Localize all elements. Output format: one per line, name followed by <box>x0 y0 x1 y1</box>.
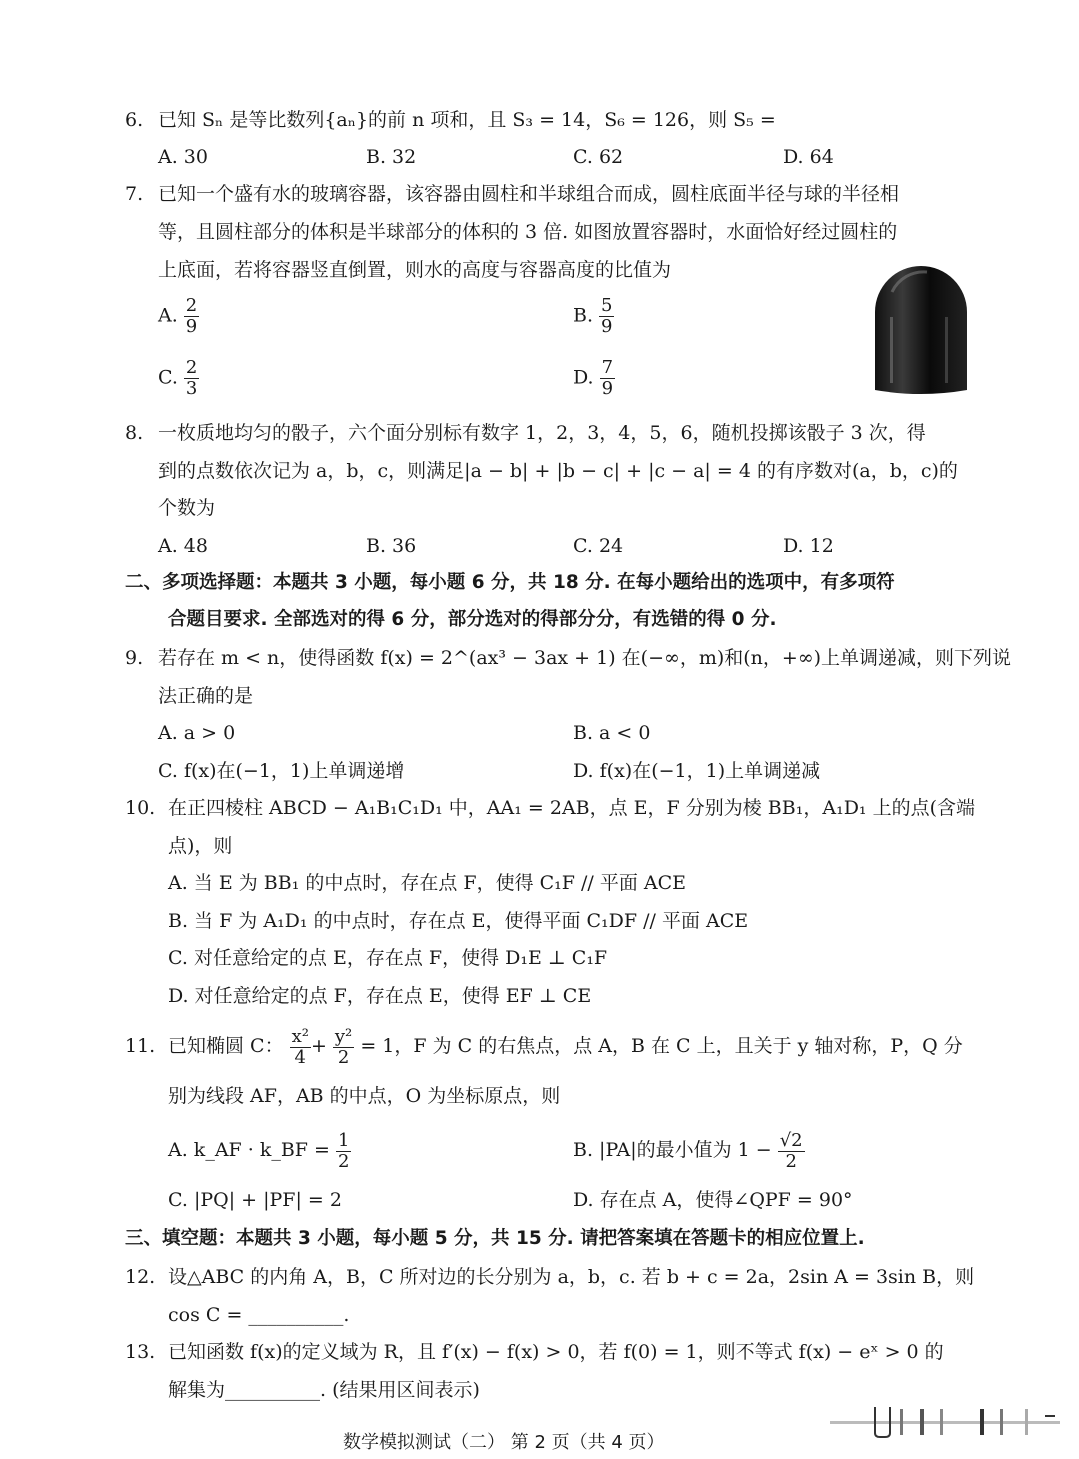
page-footer: 数学模拟测试（二） 第 2 页（共 4 页） <box>343 1432 665 1453</box>
question-number: 12. <box>125 1266 156 1288</box>
option-c: C. f(x)在(−1，1)上单调递增 <box>158 760 405 782</box>
question-10-text: 点)，则 <box>168 835 233 857</box>
question-8-text: 到的点数依次记为 a，b，c，则满足|a − b| + |b − c| + |c − a| = 4 的有序数对(a，b，c)的 <box>158 460 958 482</box>
question-number: 6. <box>125 109 144 131</box>
question-10-text: 在正四棱柱 ABCD − A₁B₁C₁D₁ 中，AA₁ = 2AB，点 E，F 分别为棱 BB₁，A₁D₁ 上的点(含端 <box>168 797 975 819</box>
option-b: B. 36 <box>366 535 417 557</box>
question-number: 10. <box>125 797 156 819</box>
option-a: A. $\frac{2}{9}$ <box>158 295 198 337</box>
option-d: D. 存在点 A，使得∠QPF = 90° <box>573 1189 853 1211</box>
question-number: 9. <box>125 647 144 669</box>
question-12-answer-blank: cos C = __________. <box>168 1304 350 1326</box>
option-a: A. a > 0 <box>158 722 236 744</box>
option-c: C. |PQ| + |PF| = 2 <box>168 1189 342 1211</box>
question-7-text: 上底面，若将容器竖直倒置，则水的高度与容器高度的比值为 <box>158 259 672 281</box>
question-8-text: 一枚质地均匀的骰子，六个面分别标有数字 1，2，3，4，5，6，随机投掷该骰子 3 次，得 <box>158 422 926 444</box>
question-8-text: 个数为 <box>158 497 216 519</box>
question-13-answer-blank: 解集为__________. (结果用区间表示) <box>168 1379 480 1401</box>
question-9-text: 法正确的是 <box>158 685 254 707</box>
option-d: D. f(x)在(−1，1)上单调递减 <box>573 760 821 782</box>
option-d: D. 12 <box>783 535 834 557</box>
option-b: B. $\frac{5}{9}$ <box>573 295 613 337</box>
section-heading: 合题目要求. 全部选对的得 6 分，部分选对的得部分分，有选错的得 0 分. <box>168 609 777 630</box>
question-number: 8. <box>125 422 144 444</box>
question-12-text: 设△ABC 的内角 A，B，C 所对边的长分别为 a，b，c. 若 b + c = 2a，2sin A = 3sin B，则 <box>168 1266 975 1288</box>
option-a: A. 48 <box>158 535 208 557</box>
option-b: B. 32 <box>366 146 417 168</box>
question-number: 11. <box>125 1035 156 1057</box>
question-6-text: 已知 Sₙ 是等比数列{aₙ}的前 n 项和，且 S₃ = 14，S₆ = 126，则 S₅ = <box>158 109 776 131</box>
option-c: C. $\frac{2}{3}$ <box>158 357 198 399</box>
question-11-text: 已知椭圆 C： $\frac{\text{x²}}{4}$ + $\frac{\text{y²}}{2}$ = 1，F 为 C 的右焦点，点 A，B 在 C 上，且关于 y 轴对称，P，Q 分 <box>168 1025 963 1068</box>
question-7-text: 已知一个盛有水的玻璃容器，该容器由圆柱和半球组合而成，圆柱底面半径与球的半径相 <box>158 183 900 205</box>
option-c: C. 24 <box>573 535 624 557</box>
option-d: D. 对任意给定的点 F，存在点 E，使得 EF ⊥ CE <box>168 985 592 1007</box>
option-b: B. a < 0 <box>573 722 651 744</box>
question-number: 13. <box>125 1341 156 1363</box>
option-a: A. 30 <box>158 146 208 168</box>
section-heading: 二、多项选择题：本题共 3 小题，每小题 6 分，共 18 分. 在每小题给出的选项中，有多项符 <box>125 572 895 593</box>
question-number: 7. <box>125 183 144 205</box>
option-d: D. $\frac{7}{9}$ <box>573 357 614 399</box>
question-13-text: 已知函数 f(x)的定义域为 R，且 f′(x) − f(x) > 0，若 f(0) = 1，则不等式 f(x) − eˣ > 0 的 <box>168 1341 944 1363</box>
section-heading: 三、填空题：本题共 3 小题，每小题 5 分，共 15 分. 请把答案填在答题卡的相应位置上. <box>125 1228 865 1249</box>
question-11-text: 别为线段 AF，AB 的中点，O 为坐标原点，则 <box>168 1085 561 1107</box>
option-a: A. 当 E 为 BB₁ 的中点时，存在点 F，使得 C₁F // 平面 ACE <box>168 872 687 894</box>
option-b: B. |PA|的最小值为 1 − $\frac{√2}{2}$ <box>573 1129 803 1172</box>
option-b: B. 当 F 为 A₁D₁ 的中点时，存在点 E，使得平面 C₁DF // 平面 ACE <box>168 910 749 932</box>
container-figure <box>872 262 970 396</box>
option-c: C. 对任意给定的点 E，存在点 F，使得 D₁E ⊥ C₁F <box>168 947 608 969</box>
option-c: C. 62 <box>573 146 624 168</box>
option-d: D. 64 <box>783 146 834 168</box>
watermark-icon <box>830 1405 1060 1441</box>
question-7-text: 等，且圆柱部分的体积是半球部分的体积的 3 倍. 如图放置容器时，水面恰好经过圆柱的 <box>158 221 898 243</box>
option-a: A. k_AF · k_BF = $\frac{1}{2}$ <box>168 1129 350 1172</box>
question-9-text: 若存在 m < n，使得函数 f(x) = 2^(ax³ − 3ax + 1) 在(−∞，m)和(n，+∞)上单调递减，则下列说 <box>158 647 1012 669</box>
